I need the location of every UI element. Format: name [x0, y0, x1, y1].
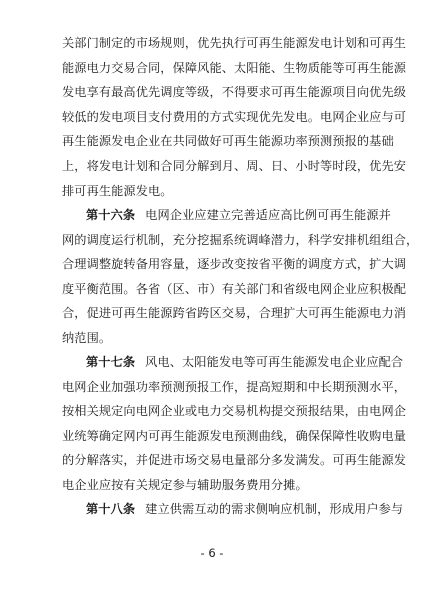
- text-line: 电企业应按有关规定参与辅助服务费用分摊。: [62, 477, 308, 492]
- text-line: 合理调整旋转备用容量，逐步改变按省平衡的调度方式，扩大调: [62, 257, 407, 272]
- text-line: 纳范围。: [62, 330, 112, 345]
- text-line: 能源电力交易合同，保障风能、太阳能、生物质能等可再生能源: [62, 60, 407, 75]
- article-heading: 第十八条: [86, 502, 136, 516]
- text-line: 上，将发电计划和合同分解到月、周、日、小时等时段，优先安: [62, 158, 407, 173]
- text-line: 电网企业加强功率预测预报工作，提高短期和中长期预测水平，: [62, 379, 407, 394]
- text-line: 合，促进可再生能源跨省跨区交易，合理扩大可再生能源电力消: [62, 306, 407, 321]
- text-line: 网的调度运行机制，充分挖掘系统调峰潜力，科学安排机组组合，: [62, 232, 419, 247]
- article-text: 风电、太阳能发电等可再生能源发电企业应配合: [145, 355, 404, 369]
- text-line: 的分解落实，并促进市场交易电量部分多发满发。可再生能源发: [62, 453, 407, 468]
- paragraph-continued: [62, 31, 407, 203]
- article-18: [62, 497, 404, 522]
- text-line: 关部门制定的市场规则，优先执行可再生能源发电计划和可再生: [62, 36, 407, 50]
- article-first-line: [62, 203, 391, 228]
- article-text: 电网企业应建立完善适应高比例可再生能源并: [145, 208, 391, 222]
- article-heading: 第十七条: [86, 355, 136, 369]
- text-line: 再生能源发电企业在共同做好可再生能源功率预测预报的基础: [62, 134, 394, 149]
- text-line: 较低的发电项目支付费用的方式实现优先发电。电网企业应与可: [62, 109, 407, 124]
- article-text: 建立供需互动的需求侧响应机制，形成用户参与: [145, 502, 404, 516]
- article-17: [62, 350, 407, 498]
- article-16: [62, 203, 419, 351]
- text-line: 业统筹确定网内可再生能源发电预测曲线，确保保障性收购电量: [62, 428, 407, 443]
- text-line: 按相关规定向电网企业或电力交易机构提交预报结果，由电网企: [62, 404, 407, 419]
- article-heading: 第十六条: [86, 208, 136, 222]
- text-line: 度平衡范围。各省（区、市）有关部门和省级电网企业应积极配: [62, 281, 407, 296]
- text-line: 排可再生能源发电。: [62, 183, 173, 198]
- article-first-line: [62, 350, 404, 375]
- article-first-line: [62, 497, 404, 522]
- page-number: - 6 -: [200, 546, 224, 560]
- text-line: 发电享有最高优先调度等级，不得要求可再生能源项目向优先级: [62, 85, 407, 100]
